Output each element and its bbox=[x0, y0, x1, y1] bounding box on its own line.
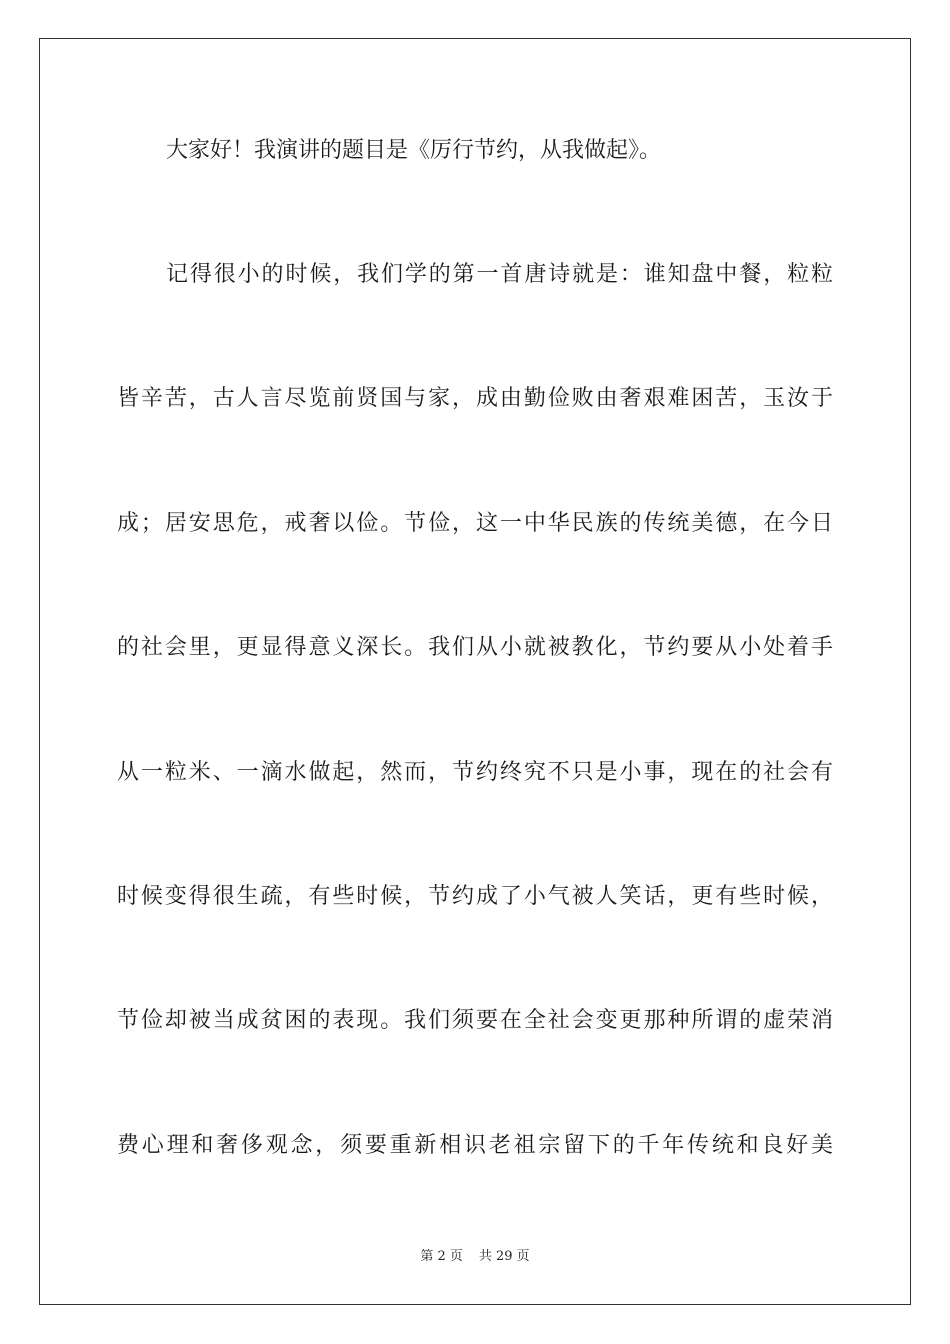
paragraph-line: 记得很小的时候，我们学的第一首唐诗就是：谁知盘中餐，粒粒 bbox=[166, 262, 833, 287]
paragraph-line: 节俭却被当成贫困的表现。我们须要在全社会变更那种所谓的虚荣消 bbox=[117, 1008, 833, 1033]
paragraph-line: 皆辛苦，古人言尽览前贤国与家，成由勤俭败由奢艰难困苦，玉汝于 bbox=[117, 386, 833, 411]
page-footer bbox=[0, 1248, 950, 1266]
paragraph-line: 成；居安思危，戒奢以俭。节俭，这一中华民族的传统美德，在今日 bbox=[117, 511, 833, 536]
paragraph-line-greeting: 大家好！我演讲的题目是《厉行节约，从我做起》。 bbox=[166, 138, 662, 163]
page-total: 共 29 页 bbox=[478, 1249, 530, 1264]
paragraph-line: 从一粒米、一滴水做起，然而，节约终究不只是小事，现在的社会有 bbox=[117, 760, 833, 785]
paragraph-line: 费心理和奢侈观念，须要重新相识老祖宗留下的千年传统和良好美 bbox=[117, 1133, 833, 1158]
page-border bbox=[39, 38, 911, 1305]
paragraph-line: 时候变得很生疏，有些时候，节约成了小气被人笑话，更有些时候， bbox=[117, 884, 833, 909]
paragraph-line: 的社会里，更显得意义深长。我们从小就被教化，节约要从小处着手 bbox=[117, 635, 833, 660]
page-number: 第 2 页 bbox=[420, 1249, 463, 1264]
